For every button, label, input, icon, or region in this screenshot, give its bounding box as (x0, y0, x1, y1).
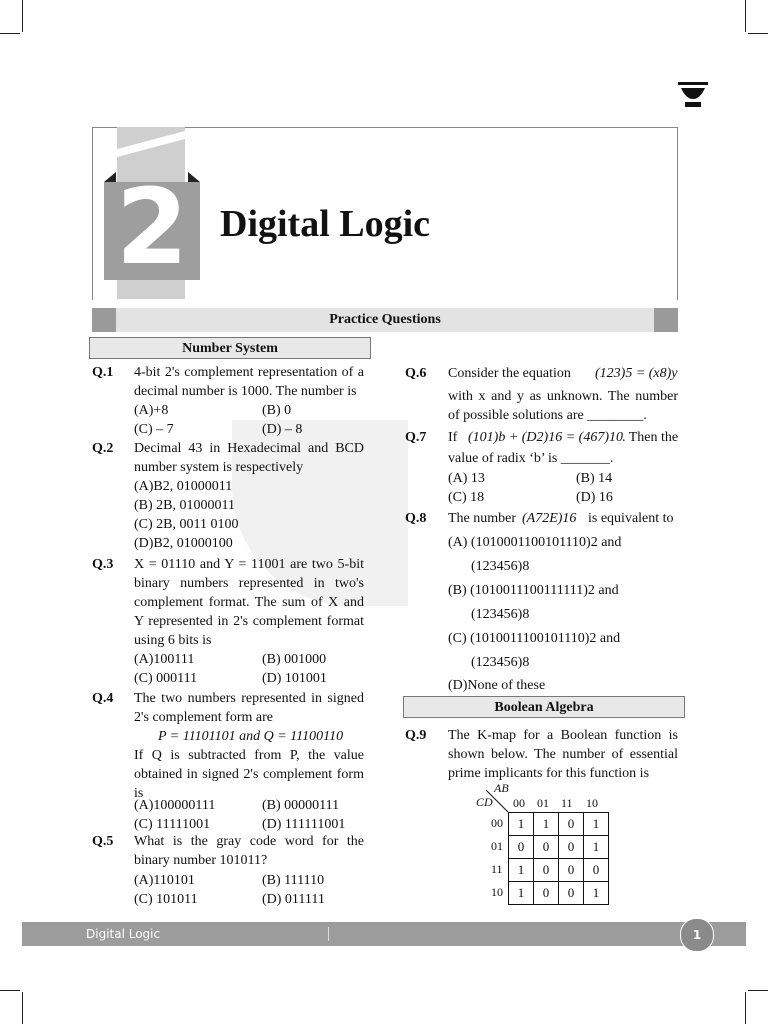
option-c-cont: (123456)8 (471, 655, 530, 670)
option-d: (D) 011111 (262, 892, 325, 907)
option-d: (D)B2, 01000100 (134, 536, 233, 551)
crop-mark (22, 992, 23, 1024)
question-6-continued (448, 387, 678, 425)
question-text: The number (448, 511, 517, 526)
kmap-cell: 0 (559, 859, 584, 882)
question-number: Q.8 (405, 511, 427, 526)
section-heading-number-system: Number System (89, 337, 371, 359)
kmap-cell: 1 (584, 836, 609, 859)
question-text: Decimal 43 in Hexadecimal and BCD number system is respectively (134, 441, 364, 475)
option-d: (D) – 8 (262, 422, 303, 437)
option-d: (D) 111111001 (262, 817, 346, 832)
kmap-col-header: 10 (586, 796, 598, 810)
crop-mark (745, 0, 746, 32)
kmap-col-variable: AB (494, 781, 509, 795)
option-c: (C) 11111001 (134, 817, 211, 832)
question-number: Q.2 (92, 441, 114, 456)
crop-mark (748, 33, 768, 34)
option-c: (C) 101011 (134, 892, 198, 907)
question-9 (448, 726, 678, 783)
option-c: (C) 18 (448, 490, 485, 505)
question-text-continued (134, 746, 364, 803)
kmap-cell: 1 (509, 813, 534, 836)
kmap-cell: 0 (559, 813, 584, 836)
question-text: If (448, 430, 458, 445)
kmap-row-header: 00 (491, 816, 503, 830)
question-equation: P = 11101101 and Q = 11100110 (158, 729, 344, 744)
question-text: with x and y as unknown. The number of possible solutions are ________. (448, 389, 678, 423)
option-c: (C) 000111 (134, 671, 198, 686)
page-number: 1 (680, 918, 714, 952)
option-b: (B) (1010011100111111)2 and (448, 583, 619, 598)
option-d: (D) 101001 (262, 671, 327, 686)
question-text: The K-map for a Boolean function is shown below. The number of essential prime implicants for this function is (448, 728, 678, 781)
question-number: Q.4 (92, 691, 114, 706)
kmap-cell: 0 (534, 836, 559, 859)
option-a: (A)+8 (134, 403, 169, 418)
question-number: Q.7 (405, 430, 427, 445)
kmap-cell: 0 (509, 836, 534, 859)
option-b: (B) 0 (262, 403, 292, 418)
question-text: 4-bit 2's complement representation of a decimal number is 1000. The number is (134, 365, 364, 399)
crop-mark (745, 992, 746, 1024)
section-heading-boolean-algebra: Boolean Algebra (403, 696, 685, 718)
chapter-title: Digital Logic (220, 203, 431, 245)
option-a: (A)100111 (134, 652, 195, 667)
question-text: What is the gray code word for the binary number 101011? (134, 834, 364, 868)
kmap-cell: 0 (534, 859, 559, 882)
crop-mark (0, 33, 20, 34)
kmap-cell: 0 (584, 859, 609, 882)
kmap-cell: 1 (534, 813, 559, 836)
kmap-row-header: 10 (491, 885, 503, 899)
option-c: (C) 2B, 0011 0100 (134, 517, 239, 532)
crop-mark (22, 0, 23, 32)
publisher-logo-icon (678, 82, 708, 108)
question-text: is equivalent to (588, 511, 674, 526)
question-text: The two numbers represented in signed 2's complement form are (134, 691, 364, 725)
option-b: (B) 00000111 (262, 798, 340, 813)
kmap-row (509, 813, 609, 836)
question-text: If Q is subtracted from P, the value obtained in signed 2's complement form is (134, 748, 364, 801)
practice-heading: Practice Questions (329, 312, 441, 327)
question-number: Q.3 (92, 557, 114, 572)
kmap-col-header: 01 (537, 796, 549, 810)
kmap-cell: 0 (534, 882, 559, 905)
kmap-col-header: 11 (561, 796, 573, 810)
kmap-cell: 1 (509, 859, 534, 882)
kmap-row (509, 836, 609, 859)
crop-mark (0, 990, 20, 991)
question-number: Q.5 (92, 834, 114, 849)
kmap-row (509, 859, 609, 882)
option-c: (C) – 7 (134, 422, 174, 437)
kmap-cell: 1 (584, 882, 609, 905)
option-a: (A)110101 (134, 873, 195, 888)
option-d: (D) 16 (576, 490, 613, 505)
option-d: (D)None of these (448, 678, 546, 693)
option-a: (A)100000111 (134, 798, 216, 813)
question-text: . Then the (622, 430, 679, 445)
question-text: value of radix ‘b’ is _______. (448, 451, 614, 466)
option-b: (B) 2B, 01000011 (134, 498, 235, 513)
option-a: (A) (1010001100101110)2 and (448, 535, 622, 550)
chapter-number: 2 (115, 166, 189, 288)
option-a-cont: (123456)8 (471, 559, 530, 574)
question-equation: (123)5 = (x8)y (595, 366, 678, 381)
question-number: Q.1 (92, 365, 114, 380)
kmap-table (508, 812, 609, 905)
footer-title: Digital Logic (86, 927, 161, 941)
option-b: (B) 14 (576, 471, 613, 486)
option-b-cont: (123456)8 (471, 607, 530, 622)
kmap-corner-divider (486, 790, 510, 814)
kmap-col-header: 00 (513, 796, 525, 810)
option-b: (B) 111110 (262, 873, 325, 888)
kmap-cell: 0 (559, 882, 584, 905)
question-equation: (A72E)16 (522, 511, 577, 526)
option-c: (C) (1010011100101110)2 and (448, 631, 621, 646)
question-text: X = 01110 and Y = 11001 are two 5-bit binary numbers represented in two's complement format. The sum of X and Y represented in 2's complement format using 6 bits is (134, 557, 364, 648)
chapter-stripe-diagonal (117, 127, 185, 167)
question-text: Consider the equation (448, 366, 571, 381)
kmap-cell: 1 (584, 813, 609, 836)
kmap-row-header: 11 (491, 862, 503, 876)
kmap-cell: 0 (559, 836, 584, 859)
option-a: (A) 13 (448, 471, 485, 486)
question-equation: (101)b + (D2)16 = (467)10 (468, 430, 623, 445)
footer-divider (328, 927, 329, 941)
crop-mark (748, 990, 768, 991)
kmap-cell: 1 (509, 882, 534, 905)
kmap-row-variable: CD (476, 795, 493, 809)
option-a: (A)B2, 01000011 (134, 479, 233, 494)
option-b: (B) 001000 (262, 652, 327, 667)
question-number: Q.9 (405, 728, 427, 743)
kmap-row-header: 01 (491, 839, 503, 853)
question-number: Q.6 (405, 366, 427, 381)
kmap-row (509, 882, 609, 905)
